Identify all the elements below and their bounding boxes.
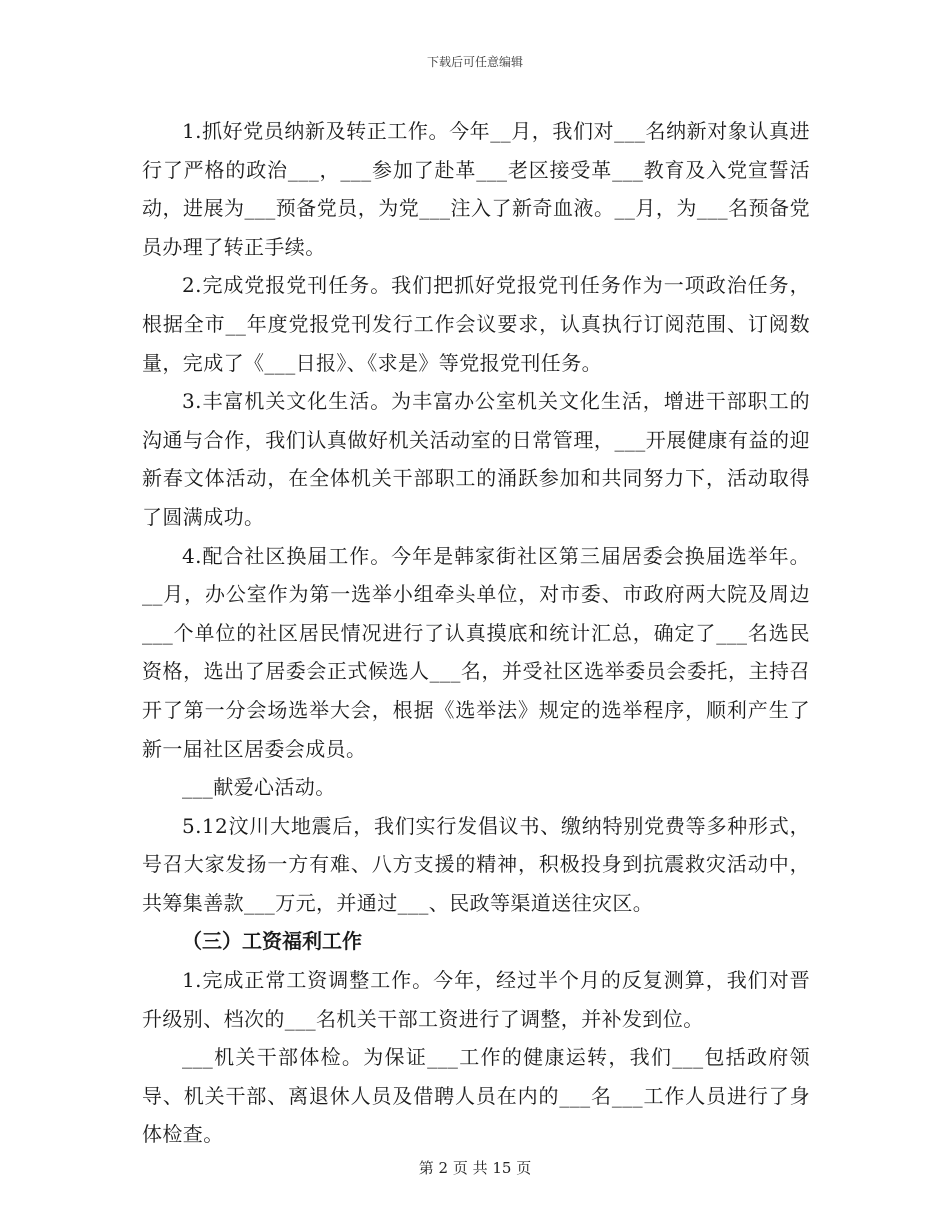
section-heading-wages-welfare: （三）工资福利工作: [182, 929, 362, 954]
paragraph-salary-adjustment: 1.完成正常工资调整工作。今年，经过半个月的反复测算，我们对晋升级别、档次的___名机关干部工资进行了调整，并补发到位。: [142, 968, 810, 1031]
paragraph-health-checkup: ___机关干部体检。为保证___工作的健康运转，我们___包括政府领导、机关干部、离退休人员及借聘人员在内的___名___工作人员进行了身体检查。: [142, 1045, 810, 1147]
page-number: 第 2 页 共 15 页: [418, 1159, 532, 1177]
paragraph-community-election: 4.配合社区换届工作。今年是韩家街社区第三届居委会换届选举年。__月，办公室作为第一选举小组牵头单位，对市委、市政府两大院及周边___个单位的社区居民情况进行了认真摸底和统计汇总，确定了___名选民资格，选出了居委会正式候选人___名，并受社区选举委员会委托，主持召开了第一分会场选举大会，根据《选举法》规定的选举程序，顺利产生了新一届社区居委会成员。: [142, 543, 810, 761]
paragraph-earthquake-relief: 5.12汶川大地震后，我们实行发倡议书、缴纳特别党费等多种形式，号召大家发扬一方有难、八方支援的精神，积极投身到抗震救灾活动中，共筹集善款___万元，并通过___、民政等渠道送往灾区。: [142, 813, 810, 915]
paragraph-charity-activity: ___献爱心活动。: [182, 775, 336, 800]
document-body: [142, 112, 810, 1154]
paragraph-party-newspaper-task: 2.完成党报党刊任务。我们把抓好党报党刊任务作为一项政治任务，根据全市__年度党报党刊发行工作会议要求，认真执行订阅范围、订阅数量，完成了《___日报》、《求是》等党报党刊任务。: [142, 273, 810, 375]
paragraph-office-culture: 3.丰富机关文化生活。为丰富办公室机关文化生活，增进干部职工的沟通与合作，我们认真做好机关活动室的日常管理，___开展健康有益的迎新春文体活动，在全体机关干部职工的涌跃参加和共同努力下，活动取得了圆满成功。: [142, 389, 810, 529]
paragraph-party-member-recruitment: 1.抓好党员纳新及转正工作。今年__月，我们对___名纳新对象认真进行了严格的政治___，___参加了赴革___老区接受革___教育及入党宣誓活动，进展为___预备党员，为党___注入了新奇血液。__月，为___名预备党员办理了转正手续。: [142, 119, 810, 259]
page-header: 下载后可任意编辑: [426, 55, 523, 69]
